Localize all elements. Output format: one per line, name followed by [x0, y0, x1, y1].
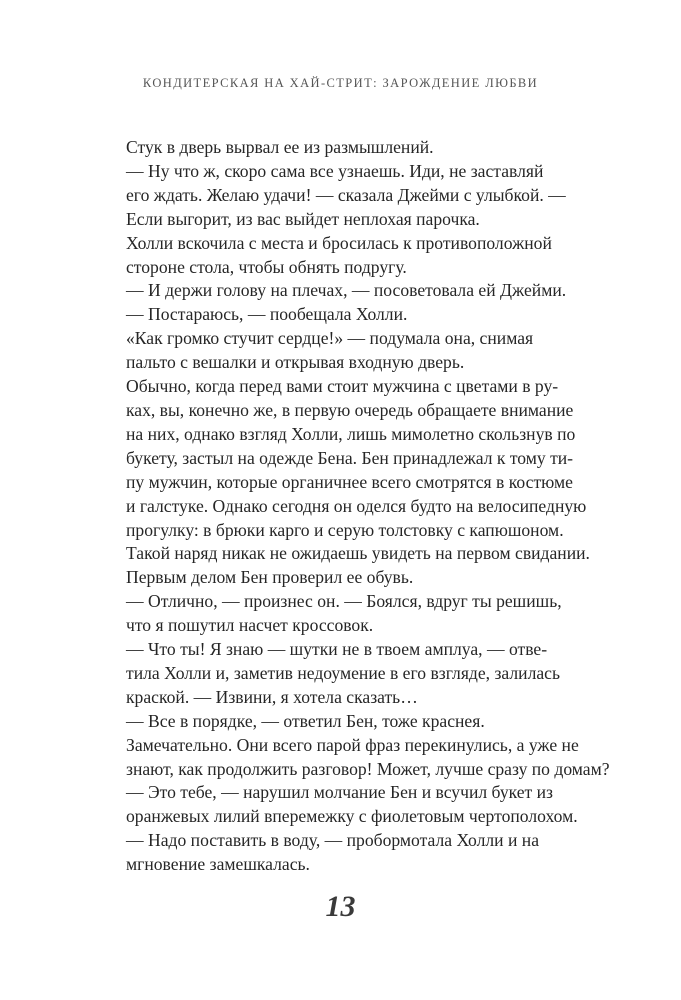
- text-line: пу мужчин, которые органичнее всего смотрятся в костюме: [126, 471, 573, 492]
- text-line: Обычно, когда перед вами стоит мужчина с цветами в ру-: [126, 376, 559, 397]
- text-line: Такой наряд никак не ожидаешь увидеть на первом свидании.: [126, 543, 590, 564]
- page-number: 13: [325, 890, 356, 923]
- text-line: — Надо поставить в воду, — пробормотала Холли и на: [126, 830, 540, 851]
- text-line: — Ну что ж, скоро сама все узнаешь. Иди, не заставляй: [126, 160, 544, 181]
- text-line: тила Холли и, заметив недоумение в его взгляде, залилась: [126, 662, 560, 683]
- text-line: мгновение замешкалась.: [126, 854, 310, 875]
- text-line: что я пошутил насчет кроссовок.: [126, 615, 374, 636]
- text-line: Если выгорит, из вас выйдет неплохая парочка.: [126, 208, 480, 229]
- paragraph: [106, 781, 578, 829]
- text-line: — Это тебе, — нарушил молчание Бен и всучил букет из: [126, 782, 553, 803]
- text-line: на них, однако взгляд Холли, лишь мимолетно скользнув по: [126, 423, 576, 444]
- paragraph: [106, 327, 573, 375]
- paragraph: [106, 710, 573, 734]
- text-line: — Отлично, — произнес он. — Боялся, вдруг ты решишь,: [126, 591, 562, 612]
- text-line: — Все в порядке, — ответил Бен, тоже краснея.: [126, 710, 485, 731]
- text-line: — Постараюсь, — пообещала Холли.: [126, 304, 408, 325]
- text-line: краской. — Извини, я хотела сказать…: [126, 686, 418, 707]
- paragraph: [106, 590, 573, 638]
- paragraph: [106, 734, 610, 782]
- paragraph: [106, 160, 573, 232]
- text-line: ках, вы, конечно же, в первую очередь обращаете внимание: [126, 399, 574, 420]
- text-line: Холли вскочила с места и бросилась к противоположной: [126, 232, 552, 253]
- paragraph: [106, 566, 573, 590]
- paragraph: [106, 303, 573, 327]
- paragraph: [106, 279, 573, 303]
- text-line: знают, как продолжить разговор! Может, лучше сразу по домам?: [126, 758, 610, 779]
- paragraph: [106, 232, 573, 280]
- text-line: и галстуке. Однако сегодня он оделся будто на велосипедную: [126, 495, 587, 516]
- text-line: букету, застыл на одежде Бена. Бен принадлежал к тому ти-: [126, 447, 574, 468]
- text-line: Замечательно. Они всего парой фраз перекинулись, а уже не: [126, 734, 579, 755]
- text-line: — Что ты! Я знаю — шутки не в твоем амплуа, — отве-: [126, 639, 548, 660]
- text-line: прогулку: в брюки карго и серую толстовку с капюшоном.: [126, 519, 564, 540]
- text-line: оранжевых лилий вперемежку с фиолетовым чертополохом.: [126, 806, 578, 827]
- text-line: его ждать. Желаю удачи! — сказала Джейми с улыбкой. —: [126, 184, 566, 205]
- text-line: Стук в дверь вырвал ее из размышлений.: [126, 137, 434, 157]
- body-text: [106, 136, 610, 877]
- text-line: Первым делом Бен проверил ее обувь.: [126, 567, 414, 588]
- paragraph: [106, 829, 573, 877]
- text-line: стороне стола, чтобы обнять подругу.: [126, 256, 407, 277]
- paragraph: [106, 375, 590, 566]
- text-line: — И держи голову на плечах, — посоветовала ей Джейми.: [126, 280, 567, 301]
- text-line: «Как громко стучит сердце!» — подумала она, снимая: [126, 328, 534, 349]
- paragraph: [106, 638, 573, 710]
- paragraph: [106, 136, 573, 160]
- text-line: пальто с вешалки и открывая входную дверь.: [126, 352, 465, 373]
- running-head: КОНДИТЕРСКАЯ НА ХАЙ-СТРИТ: ЗАРОЖДЕНИЕ ЛЮБВИ: [142, 76, 539, 90]
